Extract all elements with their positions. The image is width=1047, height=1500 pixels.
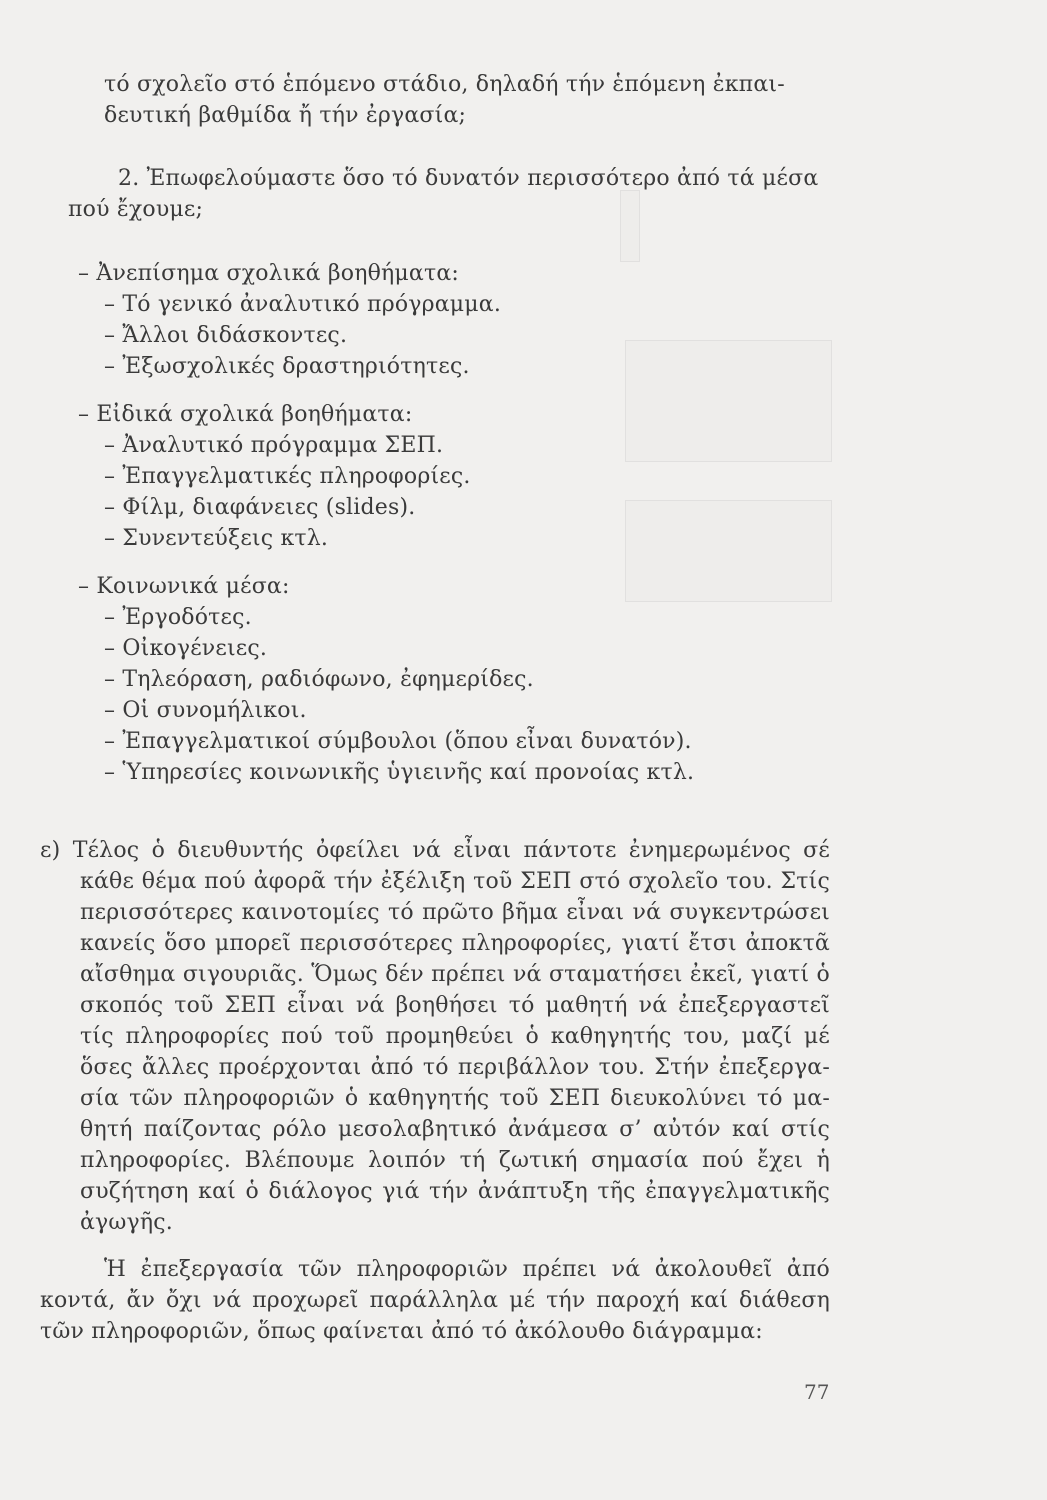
list-item: – Τηλεόραση, ραδιόφωνο, ἐφημερίδες.	[104, 667, 534, 692]
paragraph-e-line: πληροφορίες. Βλέπουμε λοιπόν τή ζωτική σημασία πού ἔχει ἡ	[80, 1148, 830, 1173]
paragraph-e-line: ὅσες ἄλλες προέρχονται ἀπό τό περιβάλλον του. Στήν ἐπεξεργα-	[80, 1055, 830, 1080]
list-item: – Οἰκογένειες.	[104, 636, 268, 661]
paragraph-e-line: περισσότερες καινοτομίες τό πρῶτο βῆμα εἶναι νά συγκεντρώσει	[80, 900, 830, 925]
group-heading-special: – Εἰδικά σχολικά βοηθήματα:	[78, 402, 413, 427]
group-heading-informal: – Ἀνεπίσημα σχολικά βοηθήματα:	[78, 261, 460, 286]
paragraph-e-line: σκοπός τοῦ ΣΕΠ εἶναι νά βοηθήσει τό μαθητή νά ἐπεξεργαστεῖ	[80, 993, 830, 1018]
point-2-line-2: πού ἔχουμε;	[68, 197, 204, 222]
list-item: – Ὑπηρεσίες κοινωνικῆς ὑγιεινῆς καί προνοίας κτλ.	[104, 760, 695, 785]
list-item: – Συνεντεύξεις κτλ.	[104, 526, 329, 551]
page-number: 77	[804, 1380, 830, 1404]
list-item: – Ἄλλοι διδάσκοντες.	[104, 323, 348, 348]
intro-line-2: δευτική βαθμίδα ἤ τήν ἐργασία;	[104, 103, 467, 128]
paragraph-e-line: θητή παίζοντας ρόλο μεσολαβητικό ἀνάμεσα σ’ αὐτόν καί στίς	[80, 1117, 830, 1142]
paragraph-e-line-last: ἀγωγῆς.	[80, 1210, 173, 1235]
show-through-box	[620, 190, 640, 262]
paragraph-e-line: αἴσθημα σιγουριᾶς. Ὅμως δέν πρέπει νά σταματήσει ἐκεῖ, γιατί ὁ	[80, 962, 830, 987]
paragraph-final-line-2: κοντά, ἄν ὄχι νά προχωρεῖ παράλληλα μέ τήν παροχή καί διάθεση	[40, 1288, 830, 1313]
list-item: – Ἐπαγγελματικές πληροφορίες.	[104, 464, 471, 489]
list-item: – Ἐξωσχολικές δραστηριότητες.	[104, 354, 470, 379]
list-item: – Οἱ συνομήλικοι.	[104, 698, 307, 723]
list-item: – Ἐπαγγελματικοί σύμβουλοι (ὅπου εἶναι δυνατόν).	[104, 729, 692, 754]
paragraph-e-line-1: ε) Τέλος ὁ διευθυντής ὀφείλει νά εἶναι πάντοτε ἐνημερωμένος σέ	[40, 838, 830, 863]
intro-line-1: τό σχολεῖο στό ἑπόμενο στάδιο, δηλαδή τήν ἑπόμενη ἐκπαι-	[104, 72, 785, 97]
paragraph-final-line-1: Ἡ ἐπεξεργασία τῶν πληροφοριῶν πρέπει νά ἀκολουθεῖ ἀπό	[104, 1257, 830, 1282]
list-item: – Ἐργοδότες.	[104, 605, 252, 630]
paragraph-e-line: τίς πληροφορίες πού τοῦ προμηθεύει ὁ καθηγητής του, μαζί μέ	[80, 1024, 830, 1049]
group-heading-social: – Κοινωνικά μέσα:	[78, 574, 290, 599]
paragraph-e-line: σία τῶν πληροφοριῶν ὁ καθηγητής τοῦ ΣΕΠ διευκολύνει τό μα-	[80, 1086, 830, 1111]
list-item: – Φίλμ, διαφάνειες (slides).	[104, 495, 416, 520]
paragraph-final-line-3: τῶν πληροφοριῶν, ὅπως φαίνεται ἀπό τό ἀκόλουθο διάγραμμα:	[40, 1319, 763, 1344]
list-item: – Ἀναλυτικό πρόγραμμα ΣΕΠ.	[104, 433, 444, 458]
paragraph-e-line: κανείς ὅσο μπορεῖ περισσότερες πληροφορίες, γιατί ἔτσι ἀποκτᾶ	[80, 931, 830, 956]
point-2-line-1: 2. Ἐπωφελούμαστε ὅσο τό δυνατόν περισσότερο ἀπό τά μέσα	[118, 166, 819, 191]
paragraph-e-line: κάθε θέμα πού ἀφορᾶ τήν ἐξέλιξη τοῦ ΣΕΠ στό σχολεῖο του. Στίς	[80, 869, 830, 894]
paragraph-e-line: συζήτηση καί ὁ διάλογος γιά τήν ἀνάπτυξη τῆς ἐπαγγελματικῆς	[80, 1179, 830, 1204]
show-through-box	[625, 500, 832, 602]
list-item: – Τό γενικό ἀναλυτικό πρόγραμμα.	[104, 292, 502, 317]
show-through-box	[625, 340, 832, 462]
